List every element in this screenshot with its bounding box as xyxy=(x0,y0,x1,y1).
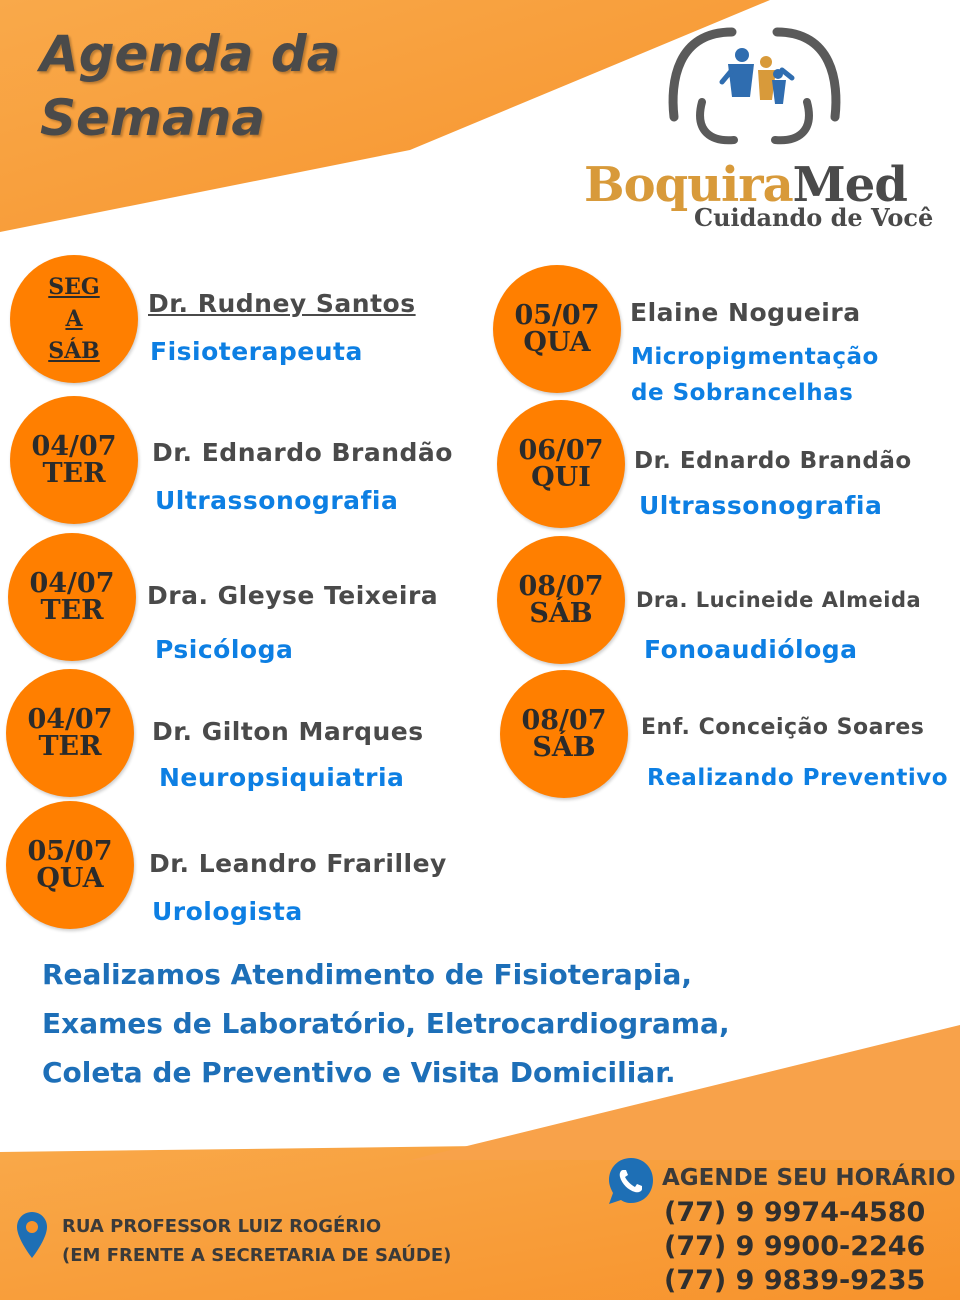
specialty-label: Ultrassonografia xyxy=(155,486,399,515)
address-block xyxy=(62,1212,451,1270)
professional-name: Dr. Ednardo Brandão xyxy=(634,448,912,474)
specialty-label: Psicóloga xyxy=(155,635,294,664)
weekday-label: TER xyxy=(42,458,106,489)
specialty-label: Ultrassonografia xyxy=(639,491,883,520)
date-line: SÁB xyxy=(48,338,100,364)
date-label: 05/07 xyxy=(27,836,113,867)
schedule-cta: AGENDE SEU HORÁRIO xyxy=(662,1165,956,1191)
brand-part-1: Boquira xyxy=(584,157,793,213)
professional-name: Dr. Gilton Marques xyxy=(152,717,424,746)
date-circle xyxy=(493,265,621,393)
date-label: 08/07 xyxy=(521,705,607,736)
weekday-label: TER xyxy=(38,731,102,762)
brand-tagline: Cuidando de Você xyxy=(694,203,934,232)
weekday-label: QUI xyxy=(531,462,591,493)
date-label: 04/07 xyxy=(31,431,117,462)
specialty-label: Urologista xyxy=(152,897,303,926)
specialty-label: Realizando Preventivo xyxy=(647,765,949,791)
weekday-label: TER xyxy=(40,595,104,626)
date-label: 08/07 xyxy=(518,571,604,602)
specialty-label: Micropigmentação xyxy=(631,344,879,370)
services-line-3: Coleta de Preventivo e Visita Domiciliar. xyxy=(42,1056,676,1089)
phone-number[interactable]: (77) 9 9839-9235 xyxy=(664,1265,926,1296)
whatsapp-icon xyxy=(604,1154,658,1208)
phone-number[interactable]: (77) 9 9974-4580 xyxy=(664,1197,926,1228)
date-circle xyxy=(500,670,628,798)
phone-list xyxy=(664,1196,925,1298)
date-circle xyxy=(497,536,625,664)
professional-name: Dr. Leandro Frarilley xyxy=(149,849,447,878)
professional-name: Dr. Ednardo Brandão xyxy=(152,438,453,467)
professional-name: Elaine Nogueira xyxy=(630,298,861,327)
specialty-label: de Sobrancelhas xyxy=(631,380,854,406)
date-label: 04/07 xyxy=(27,704,113,735)
specialty-label: Neuropsiquiatria xyxy=(159,763,405,792)
services-line-2: Exames de Laboratório, Eletrocardiograma, xyxy=(42,1007,730,1040)
professional-name: Dr. Rudney Santos xyxy=(148,289,416,318)
date-circle xyxy=(6,669,134,797)
professional-name: Dra. Gleyse Teixeira xyxy=(147,581,439,610)
location-pin-icon xyxy=(15,1210,49,1260)
page-title xyxy=(40,22,340,150)
brand-part-2: Med xyxy=(792,157,907,213)
address-line-1: RUA PROFESSOR LUIZ ROGÉRIO xyxy=(62,1216,382,1237)
weekday-label: SÁB xyxy=(532,732,596,763)
date-circle xyxy=(6,801,134,929)
services-line-1: Realizamos Atendimento de Fisioterapia, xyxy=(42,958,693,991)
weekday-label: QUA xyxy=(523,327,591,358)
professional-name: Enf. Conceição Soares xyxy=(641,715,925,740)
weekday-label: SÁB xyxy=(529,598,593,629)
weekday-label: QUA xyxy=(36,863,104,894)
date-label: 06/07 xyxy=(518,435,604,466)
specialty-label: Fonoaudióloga xyxy=(644,635,858,664)
phone-number[interactable]: (77) 9 9900-2246 xyxy=(664,1231,926,1262)
services-text xyxy=(42,950,942,1097)
date-circle xyxy=(8,533,136,661)
date-line: A xyxy=(65,306,83,332)
professional-name: Dra. Lucineide Almeida xyxy=(636,588,922,612)
date-label: 05/07 xyxy=(514,300,600,331)
date-line: SEG xyxy=(48,274,100,300)
title-line-2: Semana xyxy=(40,89,266,147)
specialty-label: Fisioterapeuta xyxy=(150,337,363,366)
date-circle xyxy=(10,396,138,524)
date-circle xyxy=(497,400,625,528)
date-circle xyxy=(10,255,138,383)
address-line-2: (EM FRENTE A SECRETARIA DE SAÚDE) xyxy=(62,1245,452,1266)
date-label: 04/07 xyxy=(29,568,115,599)
title-line-1: Agenda da xyxy=(40,25,341,83)
